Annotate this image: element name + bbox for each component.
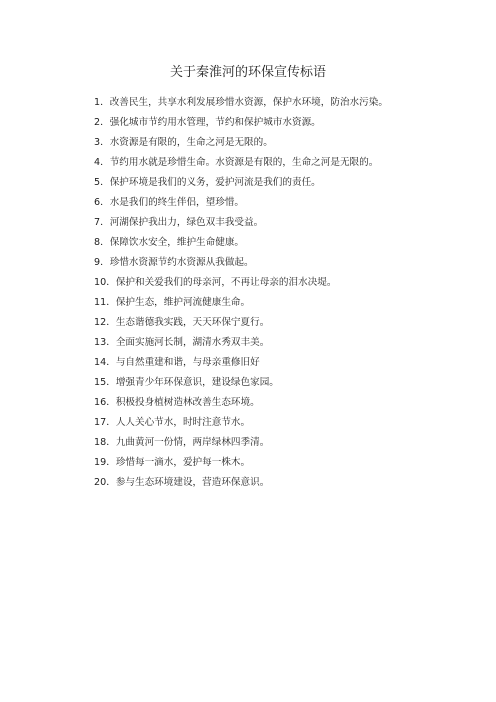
slogan-text: 积极投身植树造林改善生态环境。: [115, 397, 260, 408]
slogan-separator: ．: [106, 297, 116, 308]
slogan-number: 11: [94, 297, 107, 308]
slogan-number: 3: [94, 137, 101, 148]
slogan-separator: ．: [106, 377, 116, 388]
slogan-number: 6: [94, 197, 101, 208]
slogan-separator: ．: [100, 157, 110, 168]
slogan-item: [94, 295, 388, 315]
slogan-text: 节约用水就是珍惜生命。水资源是有限的，生命之河是无限的。: [109, 157, 379, 168]
slogan-separator: ．: [100, 137, 110, 148]
slogan-text: 保护和关爱我们的母亲河，不再让母亲的泪水决堤。: [115, 277, 337, 288]
slogan-separator: ．: [106, 277, 116, 288]
slogan-item: [94, 455, 388, 475]
slogan-list: [94, 95, 388, 495]
document-title: 关于秦淮河的环保宣传标语: [169, 65, 326, 80]
slogan-separator: ．: [106, 457, 116, 468]
slogan-text: 保护生态，维护河流健康生命。: [115, 297, 251, 308]
slogan-text: 改善民生，共享水利发展珍惜水资源，保护水环境，防治水污染。: [109, 97, 388, 108]
slogan-text: 人人关心节水，时时注意节水。: [115, 417, 251, 428]
slogan-separator: ．: [106, 317, 116, 328]
slogan-number: 19: [94, 457, 107, 468]
slogan-separator: ．: [100, 117, 110, 128]
slogan-text: 参与生态环境建设，营造环保意识。: [115, 477, 270, 488]
slogan-separator: ．: [106, 337, 116, 348]
slogan-item: [94, 475, 388, 495]
slogan-text: 珍惜水资源节约水资源从我做起。: [109, 257, 254, 268]
slogan-text: 九曲黄河一份情，两岸绿林四季清。: [115, 437, 270, 448]
slogan-text: 保护环境是我们的义务，爱护河流是我们的责任。: [109, 177, 321, 188]
slogan-text: 全面实施河长制，湖清水秀双丰美。: [115, 337, 270, 348]
slogan-item: [94, 415, 388, 435]
slogan-text: 保障饮水安全，维护生命健康。: [109, 237, 245, 248]
slogan-item: [94, 215, 388, 235]
slogan-number: 12: [94, 317, 107, 328]
slogan-text: 增强青少年环保意识，建设绿色家园。: [115, 377, 279, 388]
slogan-item: [94, 335, 388, 355]
slogan-separator: ．: [100, 177, 110, 188]
slogan-separator: ．: [100, 197, 110, 208]
slogan-separator: ．: [106, 357, 116, 368]
slogan-separator: ．: [100, 257, 110, 268]
slogan-item: [94, 375, 388, 395]
slogan-item: [94, 155, 388, 175]
slogan-text: 水资源是有限的，生命之河是无限的。: [109, 137, 273, 148]
slogan-text: 生态谐德我实践，天天环保宁夏行。: [115, 317, 270, 328]
slogan-text: 强化城市节约用水管理，节约和保护城市水资源。: [109, 117, 321, 128]
slogan-separator: ．: [106, 397, 116, 408]
slogan-separator: ．: [100, 97, 110, 108]
slogan-item: [94, 235, 388, 255]
slogan-item: [94, 355, 388, 375]
slogan-separator: ．: [106, 437, 116, 448]
slogan-number: 16: [94, 397, 107, 408]
slogan-text: 河湖保护我出力，绿色双丰我受益。: [109, 217, 264, 228]
slogan-item: [94, 175, 388, 195]
slogan-item: [94, 395, 388, 415]
slogan-text: 珍惜每一滴水，爱护每一株木。: [115, 457, 251, 468]
slogan-number: 4: [94, 157, 101, 168]
slogan-number: 20: [94, 477, 107, 488]
slogan-number: 13: [94, 337, 107, 348]
slogan-number: 10: [94, 277, 107, 288]
slogan-item: [94, 275, 388, 295]
slogan-number: 5: [94, 177, 101, 188]
slogan-separator: ．: [100, 217, 110, 228]
slogan-text: 水是我们的终生伴侣，望珍惜。: [109, 197, 245, 208]
slogan-item: [94, 195, 388, 215]
slogan-separator: ．: [106, 417, 116, 428]
slogan-item: [94, 435, 388, 455]
slogan-number: 9: [94, 257, 101, 268]
slogan-item: [94, 255, 388, 275]
slogan-number: 8: [94, 237, 101, 248]
slogan-text: 与自然重建和谐，与母亲重修旧好: [115, 357, 260, 368]
slogan-item: [94, 315, 388, 335]
slogan-separator: ．: [100, 237, 110, 248]
slogan-number: 17: [94, 417, 107, 428]
slogan-number: 7: [94, 217, 101, 228]
slogan-number: 18: [94, 437, 107, 448]
slogan-number: 15: [94, 377, 107, 388]
slogan-number: 2: [94, 117, 101, 128]
slogan-item: [94, 115, 388, 135]
slogan-number: 1: [94, 97, 101, 108]
slogan-item: [94, 95, 388, 115]
slogan-number: 14: [94, 357, 107, 368]
slogan-separator: ．: [106, 477, 116, 488]
slogan-item: [94, 135, 388, 155]
